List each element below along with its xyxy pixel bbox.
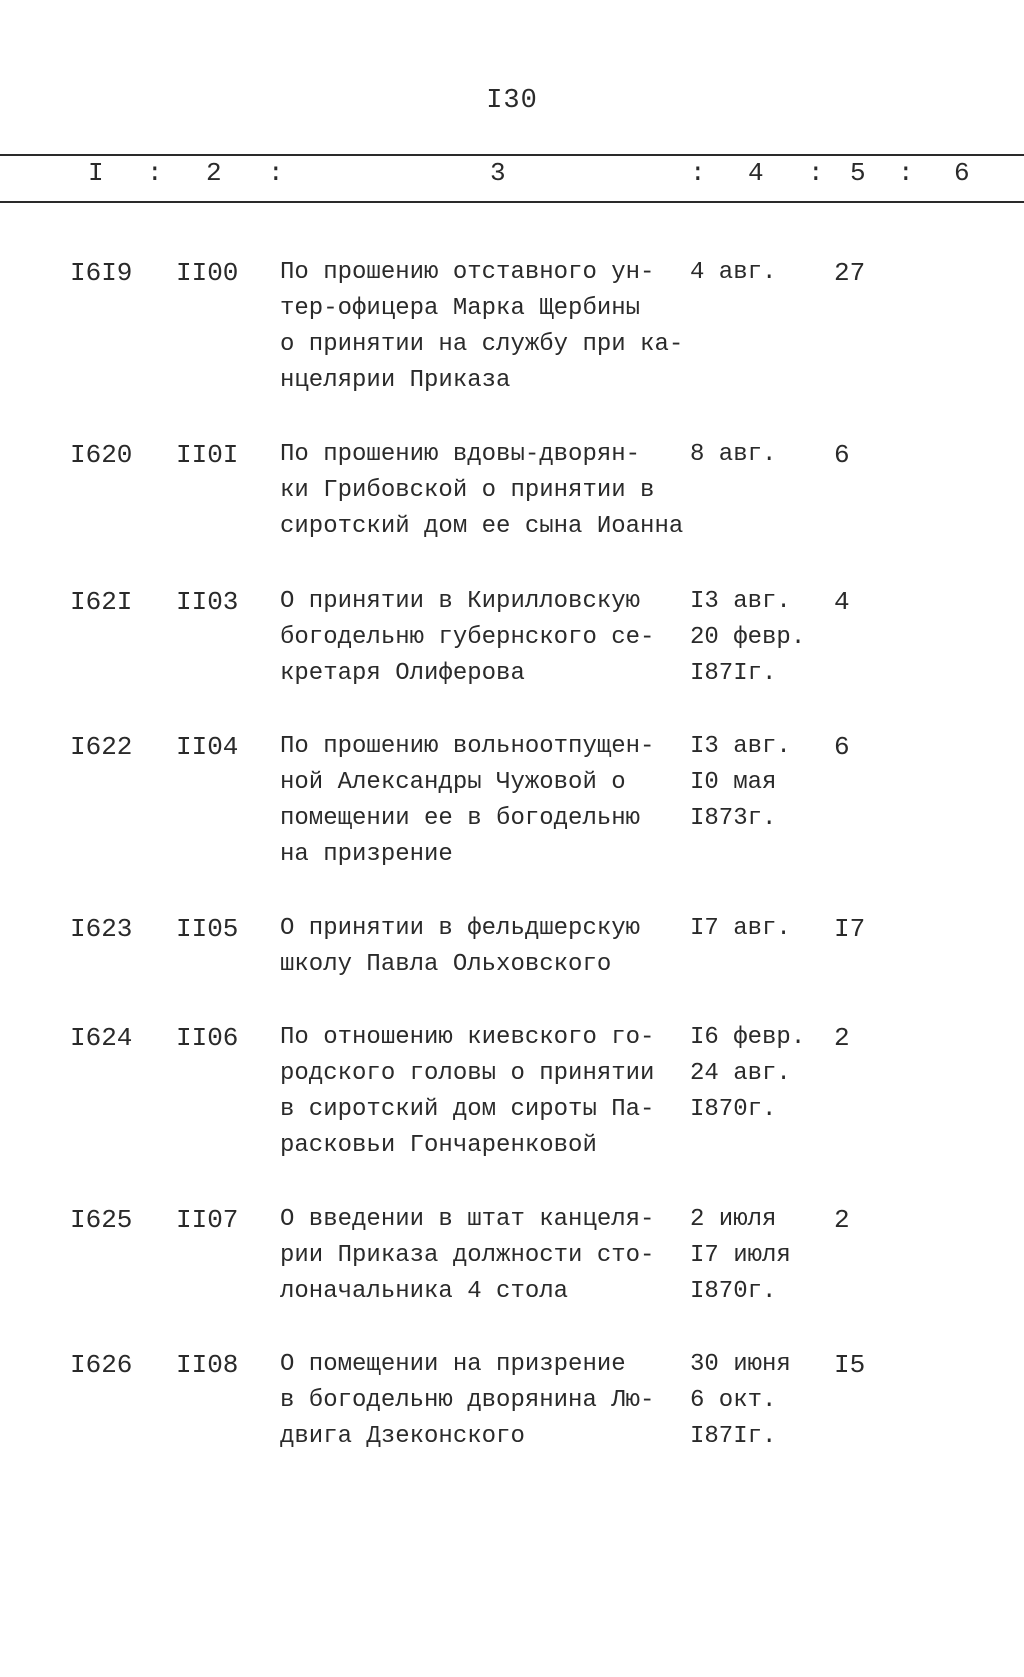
description-line: сиротский дом ее сына Иоанна xyxy=(280,513,684,540)
case-number: II03 xyxy=(176,587,239,617)
entry-number: I6I9 xyxy=(70,258,133,288)
description-line: По прошению вдовы-дворян- xyxy=(280,441,641,468)
entry-description xyxy=(280,911,690,983)
description-line: ной Александры Чужовой о xyxy=(280,769,626,796)
description-line: на призрение xyxy=(280,841,453,868)
description-line: По прошению отставного ун- xyxy=(280,259,655,286)
description-line: помещении ее в богодельню xyxy=(280,805,641,832)
description-line: По отношению киевского го- xyxy=(280,1024,655,1051)
date-line: 6 окт. xyxy=(690,1387,777,1414)
date-line: 4 авг. xyxy=(690,259,777,286)
entry-number: I624 xyxy=(70,1023,133,1053)
entry-number: I623 xyxy=(70,914,133,944)
entry-dates xyxy=(690,437,830,473)
entry-description xyxy=(280,437,690,545)
header-col-4: 4 xyxy=(748,158,764,188)
header-separator: : xyxy=(268,158,284,188)
entry-dates xyxy=(690,1347,830,1455)
header-col-2: 2 xyxy=(206,158,222,188)
header-col-3: 3 xyxy=(490,158,506,188)
date-line: I3 авг. xyxy=(690,733,791,760)
page-number: I30 xyxy=(486,86,538,116)
entry-dates xyxy=(690,911,830,947)
sheet-count: 6 xyxy=(834,440,850,470)
header-bottom-rule xyxy=(0,201,1024,203)
sheet-count: 2 xyxy=(834,1023,850,1053)
date-line: I873г. xyxy=(690,805,777,832)
description-line: кретаря Олиферова xyxy=(280,660,525,687)
date-line: 8 авг. xyxy=(690,441,777,468)
header-col-6: 6 xyxy=(954,158,970,188)
sheet-count: I5 xyxy=(834,1350,866,1380)
description-line: богодельню губернского се- xyxy=(280,624,655,651)
description-line: школу Павла Ольховского xyxy=(280,951,612,978)
date-line: I6 февр. xyxy=(690,1024,806,1051)
date-line: I87Iг. xyxy=(690,660,777,687)
entry-number: I626 xyxy=(70,1350,133,1380)
entry-description xyxy=(280,1347,690,1455)
case-number: II07 xyxy=(176,1205,239,1235)
case-number: II00 xyxy=(176,258,239,288)
header-separator: : xyxy=(898,158,914,188)
header-col-5: 5 xyxy=(850,158,866,188)
column-header-row xyxy=(0,158,1024,198)
sheet-count: 2 xyxy=(834,1205,850,1235)
date-line: I870г. xyxy=(690,1278,777,1305)
case-number: II06 xyxy=(176,1023,239,1053)
description-line: лоначальника 4 стола xyxy=(280,1278,569,1305)
entry-description xyxy=(280,584,690,692)
case-number: II05 xyxy=(176,914,239,944)
date-line: I3 авг. xyxy=(690,588,791,615)
description-line: О принятии в Кирилловскую xyxy=(280,588,641,615)
description-line: в богодельню дворянина Лю- xyxy=(280,1387,655,1414)
header-separator: : xyxy=(147,158,163,188)
description-line: о принятии на службу при ка- xyxy=(280,331,684,358)
date-line: I7 авг. xyxy=(690,915,791,942)
description-line: О принятии в фельдшерскую xyxy=(280,915,641,942)
description-line: О помещении на призрение xyxy=(280,1351,626,1378)
date-line: I87Iг. xyxy=(690,1423,777,1450)
date-line: 30 июня xyxy=(690,1351,791,1378)
description-line: в сиротский дом сироты Па- xyxy=(280,1096,655,1123)
case-number: II0I xyxy=(176,440,239,470)
entry-dates xyxy=(690,255,830,291)
sheet-count: 4 xyxy=(834,587,850,617)
description-line: двига Дзеконского xyxy=(280,1423,525,1450)
date-line: 20 февр. xyxy=(690,624,806,651)
entry-number: I625 xyxy=(70,1205,133,1235)
header-col-1: I xyxy=(88,158,104,188)
description-line: родского головы о принятии xyxy=(280,1060,655,1087)
entry-number: I62I xyxy=(70,587,133,617)
date-line: 24 авг. xyxy=(690,1060,791,1087)
date-line: I7 июля xyxy=(690,1242,791,1269)
date-line: I870г. xyxy=(690,1096,777,1123)
sheet-count: 6 xyxy=(834,732,850,762)
description-line: нцелярии Приказа xyxy=(280,367,511,394)
entry-number: I622 xyxy=(70,732,133,762)
date-line: I0 мая xyxy=(690,769,777,796)
entry-description xyxy=(280,729,690,873)
description-line: О введении в штат канцеля- xyxy=(280,1206,655,1233)
header-top-rule xyxy=(0,154,1024,156)
entry-number: I620 xyxy=(70,440,133,470)
entry-dates xyxy=(690,1020,830,1128)
case-number: II08 xyxy=(176,1350,239,1380)
entry-dates xyxy=(690,1202,830,1310)
description-line: рии Приказа должности сто- xyxy=(280,1242,655,1269)
header-separator: : xyxy=(808,158,824,188)
description-line: По прошению вольноотпущен- xyxy=(280,733,655,760)
entry-description xyxy=(280,255,690,399)
entry-description xyxy=(280,1020,690,1164)
description-line: расковьи Гончаренковой xyxy=(280,1132,597,1159)
description-line: ки Грибовской о принятии в xyxy=(280,477,655,504)
date-line: 2 июля xyxy=(690,1206,777,1233)
header-separator: : xyxy=(690,158,706,188)
case-number: II04 xyxy=(176,732,239,762)
entry-dates xyxy=(690,729,830,837)
entry-description xyxy=(280,1202,690,1310)
description-line: тер-офицера Марка Щербины xyxy=(280,295,641,322)
entry-dates xyxy=(690,584,830,692)
sheet-count: I7 xyxy=(834,914,866,944)
sheet-count: 27 xyxy=(834,258,866,288)
